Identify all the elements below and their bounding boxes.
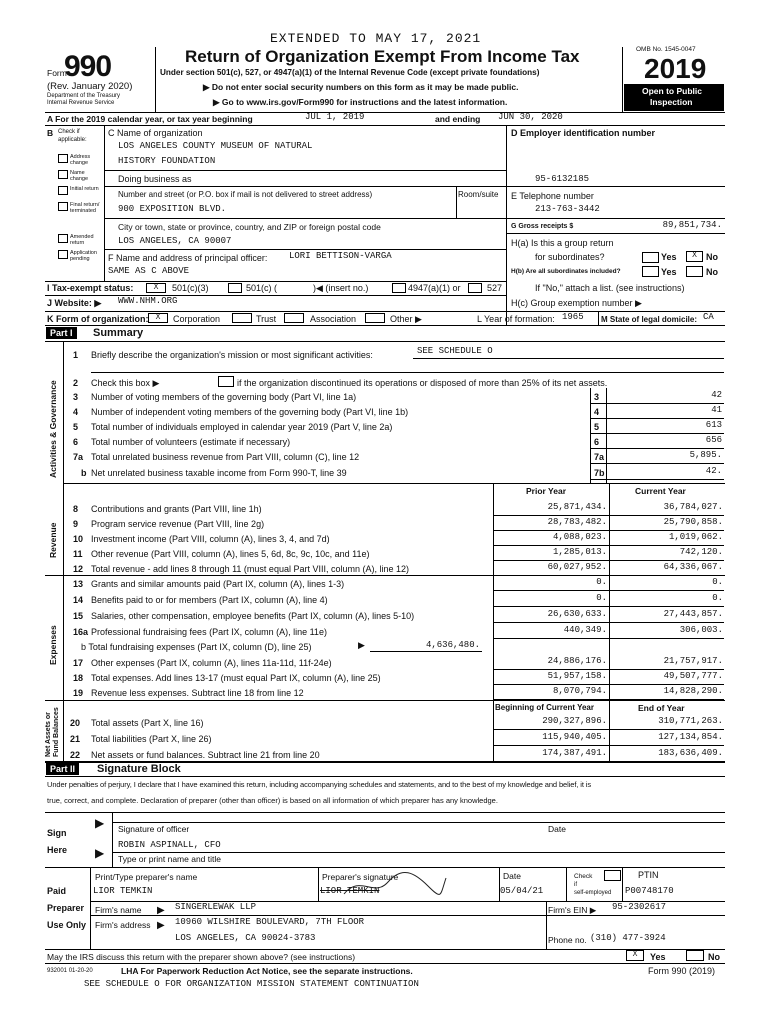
current-year-value: 27,443,857.: [663, 609, 723, 619]
discuss-yes-checkbox[interactable]: X: [626, 950, 644, 961]
gov-line-value: 5,895.: [689, 450, 722, 460]
sign-label: Sign: [47, 828, 67, 838]
line-a-label: A For the 2019 calendar year, or tax year beginning: [47, 114, 253, 124]
here-label: Here: [47, 845, 68, 855]
other-org-checkbox[interactable]: [365, 313, 385, 323]
line2-number: 2: [73, 378, 79, 388]
line-number: 12: [73, 564, 84, 574]
other-org-label: Other ▶: [390, 314, 422, 324]
group-return-label: H(a) Is this a group return: [511, 238, 614, 248]
firm-name-arrow-icon: ▶: [157, 905, 165, 916]
gov-line-box: 6: [594, 437, 600, 447]
fin-line-label: Total assets (Part X, line 16): [91, 718, 204, 728]
firm-ein: 95-2302617: [612, 902, 667, 912]
col-beginning-year: Beginning of Current Year: [495, 703, 594, 712]
officer-address: SAME AS C ABOVE: [108, 266, 190, 276]
gov-line-value: 42: [711, 390, 722, 400]
street-label: Number and street (or P.O. box if mail is not delivered to street address): [118, 190, 373, 199]
org-name-line2: HISTORY FOUNDATION: [118, 156, 216, 166]
line1-label: Briefly describe the organization's mission or most significant activities:: [91, 350, 373, 360]
fin-line-label: Total liabilities (Part X, line 26): [91, 734, 212, 744]
fin-line-label: Salaries, other compensation, employee benefits (Part IX, column (A), lines 5-10): [91, 611, 415, 621]
gov-line-label: Number of voting members of the governing body (Part VI, line 1a): [91, 392, 357, 402]
part1-tag: Part I: [46, 327, 77, 339]
line-number: 17: [73, 658, 84, 668]
fin-line-label: Total expenses. Add lines 13-17 (must equal Part IX, column (A), line 25): [91, 673, 381, 683]
form-revision: (Rev. January 2020): [47, 81, 133, 92]
prior-year-value: 24,886,176.: [547, 656, 607, 666]
gov-line-value: 42.: [705, 466, 722, 476]
preparer-date-label: Date: [503, 871, 521, 881]
form-number: 990: [64, 50, 112, 83]
self-employed-checkbox[interactable]: [604, 870, 621, 881]
room-suite-label: Room/suite: [458, 190, 499, 199]
firm-address-arrow-icon: ▶: [157, 920, 165, 931]
527-label: 527: [487, 283, 503, 293]
fin-line-label: Investment income (Part VIII, column (A), lines 3, 4, and 7d): [91, 534, 330, 544]
application-pending-label: Application pending: [70, 250, 97, 262]
fin-line-label: Other revenue (Part VIII, column (A), lines 5, 6d, 8c, 9c, 10c, and 11e): [91, 549, 370, 559]
gov-line-label: Net unrelated business taxable income from Form 990-T, line 39: [91, 468, 347, 478]
current-year-value: 742,120.: [679, 547, 723, 557]
firm-ein-label: Firm's EIN ▶: [548, 905, 597, 915]
subordinates-label: H(b) Are all subordinates included?: [511, 268, 621, 275]
state-domicile: CA: [703, 312, 714, 322]
sign-arrow-icon-2: ▶: [95, 846, 105, 860]
extension-notice: EXTENDED TO MAY 17, 2021: [270, 31, 482, 46]
trust-label: Trust: [256, 314, 277, 324]
initial-return-label: Initial return: [70, 186, 99, 192]
tax-year: 2019: [644, 53, 707, 84]
prior-year-value: 8,070,794.: [552, 686, 607, 696]
tax-exempt-label: I Tax-exempt status:: [47, 283, 134, 293]
501c-label: 501(c) (: [246, 283, 278, 293]
prior-year-value: 60,027,952.: [547, 562, 607, 572]
corporation-checkbox[interactable]: X: [148, 313, 168, 323]
side-revenue: Revenue: [48, 522, 58, 558]
group-return-sub: for subordinates?: [535, 252, 605, 262]
bottom-note: SEE SCHEDULE O FOR ORGANIZATION MISSION STATEMENT CONTINUATION: [84, 979, 419, 989]
phone-no-label: Phone no.: [548, 935, 587, 945]
attach-list-note: If "No," attach a list. (see instructions): [535, 283, 685, 293]
line2-checkbox[interactable]: [218, 376, 234, 387]
fin-line-label: Contributions and grants (Part VIII, line 1h): [91, 504, 262, 514]
address-change-label: Address change: [70, 154, 91, 166]
current-year-value: 21,757,917.: [663, 656, 723, 666]
type-name-label: Type or print name and title: [118, 854, 222, 864]
initial-return-checkbox[interactable]: [58, 186, 68, 195]
principal-officer-label: F Name and address of principal officer:: [108, 253, 268, 263]
officer-name-title: ROBIN ASPINALL, CFO: [118, 840, 221, 850]
preparer-phone: (310) 477-3924: [590, 933, 666, 943]
form-subtitle: Under section 501(c), 527, or 4947(a)(1) of the Internal Revenue Code (except private foundations): [160, 68, 540, 77]
preparer-signature-label: Preparer's signature: [322, 872, 399, 882]
final-return-label: Final return/ terminated: [70, 202, 100, 214]
line-number: 20: [70, 718, 81, 728]
line-number: 4: [73, 407, 79, 417]
org-name-line1: LOS ANGELES COUNTY MUSEUM OF NATURAL: [118, 141, 313, 151]
insert-no-label: )◀ (insert no.): [313, 283, 369, 293]
firm-address-line1: 10960 WILSHIRE BOULEVARD, 7TH FLOOR: [175, 917, 365, 927]
prior-year-value: 26,630,633.: [547, 609, 607, 619]
ptin-label: PTIN: [638, 870, 659, 880]
line-number: 14: [73, 595, 84, 605]
line1-number: 1: [73, 350, 79, 360]
tax-year-end: JUN 30, 2020: [498, 112, 563, 122]
subordinates-yes-checkbox[interactable]: [642, 266, 659, 277]
final-return-checkbox[interactable]: [58, 202, 68, 211]
col-prior-year: Prior Year: [526, 486, 567, 496]
fin-line-label: Professional fundraising fees (Part IX, column (A), line 11e): [91, 627, 327, 637]
fin-line-label: Revenue less expenses. Subtract line 18 from line 12: [91, 688, 304, 698]
form-title: Return of Organization Exempt From Income Tax: [185, 47, 580, 66]
discuss-yes: Yes: [650, 952, 666, 962]
gov-line-box: 7b: [594, 468, 605, 478]
phone-value: 213-763-3442: [535, 204, 600, 214]
gov-line-box: 3: [594, 392, 600, 402]
line16b-arrow: ▶: [358, 640, 365, 650]
city-label: City or town, state or province, country, and ZIP or foreign postal code: [118, 222, 381, 232]
line16b-value: 4,636,480.: [425, 640, 480, 650]
current-year-value: 0.: [712, 577, 723, 587]
principal-officer: LORI BETTISON-VARGA: [289, 251, 392, 261]
perjury-line2: true, correct, and complete. Declaration of preparer (other than officer) is based on all information of which preparer has any knowledge.: [47, 796, 498, 805]
prior-year-value: 1,285,013.: [552, 547, 607, 557]
prior-year-value: 174,387,491.: [542, 748, 607, 758]
application-pending-checkbox[interactable]: [58, 250, 68, 259]
sign-arrow-icon: ▶: [95, 816, 105, 830]
lha-notice: LHA For Paperwork Reduction Act Notice, see the separate instructions.: [121, 966, 413, 976]
line-number: 19: [73, 688, 84, 698]
current-year-value: 64,336,067.: [663, 562, 723, 572]
line-number: 13: [73, 579, 84, 589]
open-public: Open to Public: [642, 86, 702, 96]
firm-name-label: Firm's name: [95, 905, 142, 915]
website-label: J Website: ▶: [47, 298, 102, 308]
omb-number: OMB No. 1545-0047: [636, 46, 696, 53]
paid-label: Paid: [47, 886, 67, 896]
gov-line-box: 5: [594, 422, 600, 432]
line-number: 18: [73, 673, 84, 683]
current-year-value: 306,003.: [679, 625, 723, 635]
year-formation: 1965: [562, 312, 584, 322]
current-year-value: 0.: [712, 593, 723, 603]
perjury-line1: Under penalties of perjury, I declare that I have examined this return, including accompanying schedules and statements, and to the best of my knowledge and belief, it is: [47, 780, 592, 789]
gross-receipts-label: G Gross receipts $: [511, 223, 574, 230]
dept-treasury: Department of the Treasury: [47, 93, 121, 99]
website-value: WWW.NHM.ORG: [118, 296, 178, 306]
discuss-no-checkbox[interactable]: [686, 950, 704, 961]
subordinates-yes: Yes: [661, 267, 677, 277]
preparer-label: Preparer: [47, 903, 85, 913]
if-label: if: [574, 882, 577, 888]
4947-checkbox[interactable]: [392, 283, 406, 293]
subordinates-no: No: [706, 267, 718, 277]
self-employed-label: self-employed: [574, 890, 612, 896]
tax-year-begin: JUL 1, 2019: [305, 112, 365, 122]
current-year-value: 310,771,263.: [658, 716, 723, 726]
501c-checkbox[interactable]: [228, 283, 242, 293]
preparer-name: LIOR TEMKIN: [93, 886, 153, 896]
signature-officer-label: Signature of officer: [118, 824, 190, 834]
street-address: 900 EXPOSITION BLVD.: [118, 204, 227, 214]
preparer-date: 05/04/21: [500, 886, 544, 896]
part2-title: Signature Block: [97, 763, 181, 775]
current-year-value: 49,507,777.: [663, 671, 723, 681]
fin-line-label: Other expenses (Part IX, column (A), lines 11a-11d, 11f-24e): [91, 658, 332, 668]
year-formation-label: L Year of formation:: [477, 314, 555, 324]
ein-label: D Employer identification number: [511, 128, 656, 138]
4947-label: 4947(a)(1) or: [408, 283, 461, 293]
irs-link-note: ▶ Go to www.irs.gov/Form990 for instructions and the latest information.: [213, 97, 508, 107]
current-year-value: 127,134,854.: [658, 732, 723, 742]
association-label: Association: [310, 314, 357, 324]
fin-line-label: Benefits paid to or for members (Part IX, column (A), line 4): [91, 595, 328, 605]
signature-date-label: Date: [548, 824, 566, 834]
gov-line-box: 4: [594, 407, 600, 417]
prior-year-value: 290,327,896.: [542, 716, 607, 726]
use-only-label: Use Only: [47, 920, 87, 930]
gov-line-label: Total unrelated business revenue from Part VIII, column (C), line 12: [91, 452, 360, 462]
ein-value: 95-6132185: [535, 174, 590, 184]
gov-line-label: Number of independent voting members of the governing body (Part VI, line 1b): [91, 407, 409, 417]
527-checkbox[interactable]: [468, 283, 482, 293]
line-number: 6: [73, 437, 79, 447]
current-year-value: 14,828,290.: [663, 686, 723, 696]
state-domicile-label: M State of legal domicile:: [601, 315, 698, 324]
line2-label: Check this box ▶: [91, 378, 160, 388]
gov-line-value: 613: [705, 420, 722, 430]
firm-address-line2: LOS ANGELES, CA 90024-3783: [175, 933, 316, 943]
line16b-label: b Total fundraising expenses (Part IX, column (D), line 25): [81, 642, 312, 652]
fin-line-label: Net assets or fund balances. Subtract line 21 from line 20: [91, 750, 320, 760]
prior-year-value: 440,349.: [563, 625, 607, 635]
gross-receipts: 89,851,734.: [662, 220, 722, 230]
line-number: 22: [70, 750, 81, 760]
trust-checkbox[interactable]: [232, 313, 252, 323]
current-year-value: 36,784,027.: [663, 502, 723, 512]
prior-year-value: 25,871,434.: [547, 502, 607, 512]
name-change-checkbox[interactable]: [58, 170, 68, 179]
firm-address-label: Firm's address: [95, 920, 151, 930]
side-activities-governance: Activities & Governance: [48, 380, 58, 478]
prior-year-value: 115,940,405.: [542, 732, 607, 742]
501c3-label: 501(c)(3): [172, 283, 209, 293]
501c3-checkbox[interactable]: X: [146, 283, 166, 293]
side-net-assets: Net Assets or Fund Balances: [45, 707, 60, 757]
side-expenses: Expenses: [48, 625, 58, 665]
line-number: 5: [73, 422, 79, 432]
ssn-note: ▶ Do not enter social security numbers on this form as it may be made public.: [203, 82, 519, 92]
line-number: 10: [73, 534, 84, 544]
prior-year-value: 0.: [596, 577, 607, 587]
applicable: applicable:: [58, 137, 87, 143]
preparer-name-label: Print/Type preparer's name: [95, 872, 198, 882]
line-number: 9: [73, 519, 79, 529]
association-checkbox[interactable]: [284, 313, 304, 323]
gov-line-box: 7a: [594, 452, 605, 462]
group-return-no: No: [706, 252, 718, 262]
form-footer-label: Form 990 (2019): [648, 966, 716, 976]
group-return-yes: Yes: [661, 252, 677, 262]
current-year-value: 183,636,409.: [658, 748, 723, 758]
line-number: 3: [73, 392, 79, 402]
col-current-year: Current Year: [635, 486, 686, 496]
city-value: LOS ANGELES, CA 90007: [118, 236, 232, 246]
name-change-label: Name change: [70, 170, 89, 182]
form-label: Form: [47, 68, 67, 78]
form-code: 932001 01-20-20: [47, 968, 93, 974]
group-return-yes-checkbox[interactable]: [642, 252, 659, 263]
check-label: Check: [574, 873, 593, 880]
ptin-value: P00748170: [625, 886, 674, 896]
inspection: Inspection: [650, 97, 693, 107]
discuss-no: No: [708, 952, 720, 962]
group-return-no-checkbox[interactable]: X: [686, 251, 703, 262]
part1-title: Summary: [93, 327, 144, 339]
form-of-org-label: K Form of organization:: [47, 314, 149, 324]
amended-return-checkbox[interactable]: [58, 234, 68, 243]
preparer-signature-scribble: [340, 868, 450, 902]
address-change-checkbox[interactable]: [58, 154, 68, 163]
gov-line-value: 41: [711, 405, 722, 415]
gov-line-label: Total number of individuals employed in calendar year 2019 (Part V, line 2a): [91, 422, 393, 432]
gov-line-value: 656: [705, 435, 722, 445]
fin-line-label: Total revenue - add lines 8 through 11 (must equal Part VIII, column (A), line 12): [91, 564, 409, 574]
group-exemption-label: H(c) Group exemption number ▶: [511, 298, 642, 308]
line-number: 7a: [73, 452, 84, 462]
and-ending-label: and ending: [435, 114, 481, 124]
line2-desc: if the organization discontinued its operations or disposed of more than 25% of its net assets.: [237, 378, 608, 388]
line-number: b: [81, 468, 87, 478]
prior-year-value: 28,783,482.: [547, 517, 607, 527]
fin-line-label: Grants and similar amounts paid (Part IX, column (A), lines 1-3): [91, 579, 345, 589]
firm-name: SINGERLEWAK LLP: [175, 902, 257, 912]
dept-irs: Internal Revenue Service: [47, 100, 115, 106]
dba-label: Doing business as: [118, 174, 192, 184]
line1-value: SEE SCHEDULE O: [417, 346, 493, 356]
part2-tag: Part II: [46, 763, 79, 775]
current-year-value: 25,790,858.: [663, 517, 723, 527]
fin-line-label: Program service revenue (Part VIII, line 2g): [91, 519, 265, 529]
col-end-year: End of Year: [638, 703, 685, 713]
line-number: 15: [73, 611, 84, 621]
preparer-signature: LIOR TEMKIN: [320, 886, 380, 896]
current-year-value: 1,019,062.: [668, 532, 723, 542]
amended-return-label: Amended return: [70, 234, 94, 246]
line-number: 21: [70, 734, 81, 744]
gov-line-label: Total number of volunteers (estimate if necessary): [91, 437, 291, 447]
corporation-label: Corporation: [173, 314, 221, 324]
prior-year-value: 51,957,158.: [547, 671, 607, 681]
phone-label: E Telephone number: [511, 191, 594, 201]
prior-year-value: 4,088,023.: [552, 532, 607, 542]
org-name-label: C Name of organization: [108, 128, 203, 138]
line-number: 8: [73, 504, 79, 514]
line-number: 11: [73, 549, 83, 559]
line-number: 16a: [73, 627, 89, 637]
section-b-label: B: [47, 128, 54, 138]
subordinates-no-checkbox[interactable]: [686, 266, 703, 277]
discuss-question: May the IRS discuss this return with the preparer shown above? (see instructions): [47, 952, 356, 962]
prior-year-value: 0.: [596, 593, 607, 603]
check-if: Check if: [58, 129, 80, 135]
